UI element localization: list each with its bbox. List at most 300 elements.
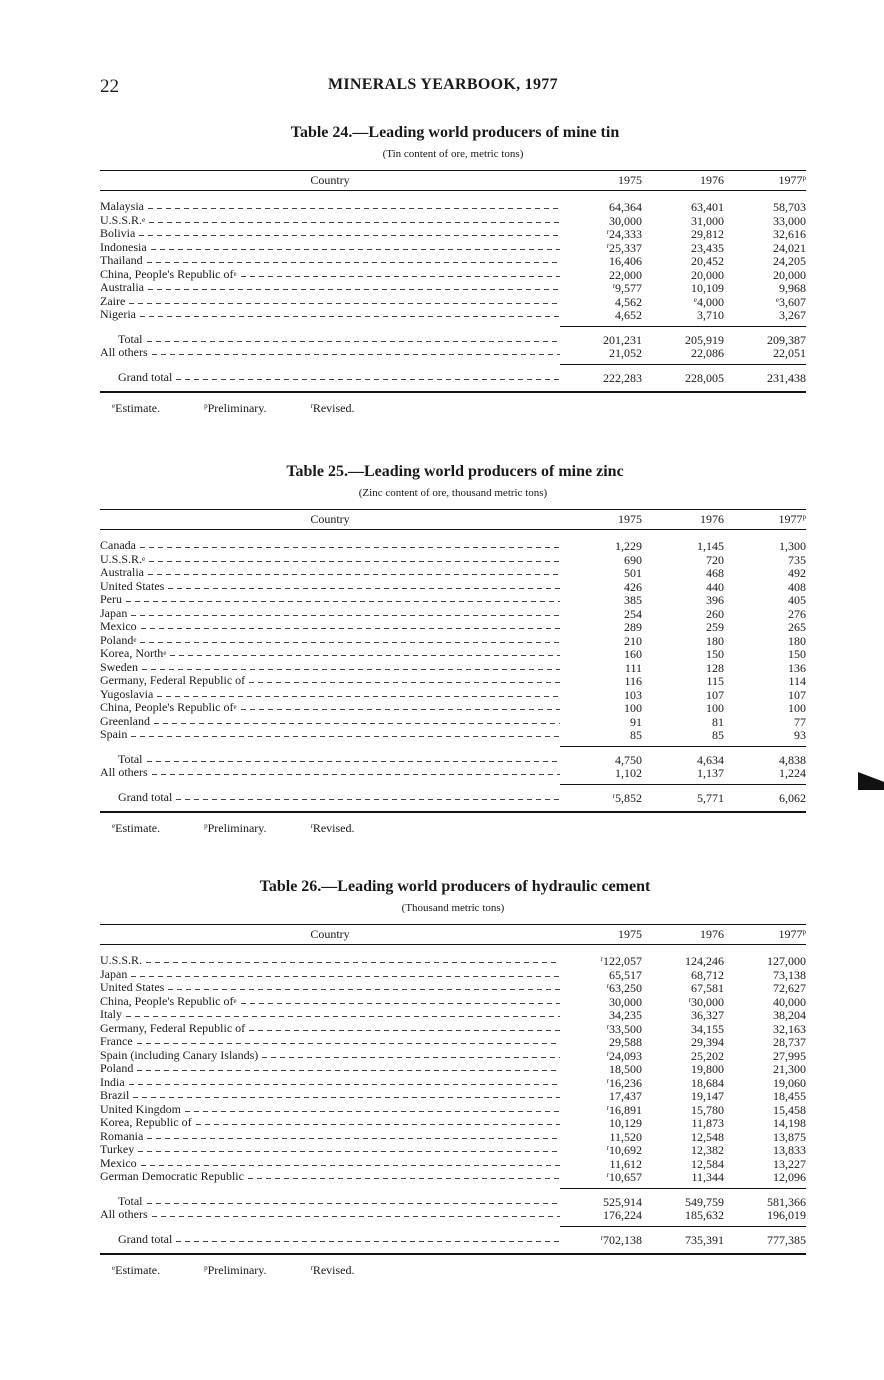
value-text: 21,052	[609, 346, 642, 360]
footnote-mark: r	[606, 1022, 609, 1031]
table-row	[100, 688, 806, 702]
table-row	[100, 715, 806, 729]
value-text: 501	[624, 566, 642, 580]
dot-leader	[140, 642, 560, 643]
value-cell	[724, 1232, 806, 1248]
country-name: Germany, Federal Republic of	[100, 1021, 246, 1035]
country-cell	[100, 674, 560, 688]
dot-leader	[129, 1084, 560, 1085]
country-name: Australia	[100, 281, 144, 294]
footnote-mark: r	[606, 228, 609, 236]
footnote-text: Revised.	[312, 401, 355, 415]
country-cell	[100, 728, 560, 742]
country-cell	[100, 200, 560, 214]
country-cell	[100, 227, 560, 241]
country-cell	[100, 1143, 560, 1157]
dot-leader	[168, 588, 560, 589]
country-cell	[100, 715, 560, 729]
dot-leader	[176, 379, 560, 380]
value-text: 30,000	[691, 994, 724, 1009]
value-cell	[642, 307, 724, 323]
value-text: 13,833	[773, 1143, 806, 1157]
table-row	[100, 553, 806, 567]
value-text: 9,968	[779, 281, 806, 295]
dot-leader	[149, 222, 560, 223]
footnote-item	[112, 821, 182, 835]
footnote-mark: r	[606, 1144, 609, 1152]
country-name: Germany, Federal Republic of	[100, 674, 246, 687]
value-text: 21,300	[773, 1062, 806, 1076]
country-cell	[100, 1233, 560, 1247]
dot-leader	[152, 354, 560, 355]
country-cell	[100, 1022, 560, 1036]
value-text: 11,612	[609, 1156, 642, 1171]
country-name: U.S.S.R.	[100, 552, 143, 566]
footnote-mark: r	[612, 791, 615, 800]
header-country: Country	[310, 927, 350, 941]
table-25	[100, 463, 806, 836]
rule-line	[560, 1188, 806, 1189]
grand-total-row	[100, 371, 806, 385]
value-cell	[724, 765, 806, 781]
value-cell	[724, 727, 806, 743]
dot-leader	[141, 1165, 560, 1166]
value-cell	[642, 1232, 724, 1248]
country-name: China, People's Republic of	[100, 267, 234, 281]
table-bottom-rule	[100, 811, 806, 813]
header-1977	[724, 927, 806, 942]
country-name: Japan	[100, 606, 128, 620]
value-text: 205,919	[685, 332, 724, 347]
country-cell	[100, 791, 560, 805]
country-cell	[100, 1076, 560, 1090]
footnote-mark: p	[204, 1264, 208, 1272]
total-row	[100, 333, 806, 347]
value-text: 259	[706, 620, 724, 634]
country-name: Zaire	[100, 294, 126, 308]
dot-leader	[140, 547, 560, 548]
table-header-row	[100, 171, 806, 190]
dot-leader	[131, 736, 560, 737]
value-text: 33,000	[773, 213, 806, 228]
table-footnotes	[112, 401, 806, 416]
value-text: 289	[624, 620, 642, 634]
footnote-mark: r	[606, 1103, 609, 1112]
others-row	[100, 1208, 806, 1222]
country-cell	[100, 1049, 560, 1063]
value-cell	[560, 1169, 642, 1185]
table-title: Table 24.—Leading world producers of mine tin	[290, 124, 620, 141]
table-title: Table 26.—Leading world producers of hydraulic cement	[259, 878, 651, 895]
value-text: 468	[706, 566, 724, 580]
table-row	[100, 1062, 806, 1076]
table-row	[100, 580, 806, 594]
dot-leader	[185, 1111, 560, 1112]
footnote-mark: r	[310, 402, 313, 410]
value-text: 11,520	[609, 1129, 642, 1144]
value-text: 38,204	[773, 1008, 806, 1022]
value-text: 114	[788, 674, 806, 688]
table-row	[100, 674, 806, 688]
table-row	[100, 1008, 806, 1022]
value-text: 276	[788, 606, 806, 621]
footnote-text: Preliminary.	[207, 401, 267, 415]
country-cell	[100, 553, 560, 567]
value-text: 24,093	[609, 1048, 642, 1063]
rule-gap	[100, 784, 560, 785]
value-text: 3,267	[779, 308, 806, 322]
grand-total-rule	[100, 364, 806, 365]
value-text: 85	[712, 728, 724, 742]
header-country: Country	[310, 173, 350, 187]
value-text: 122,057	[603, 954, 642, 968]
table-row	[100, 1116, 806, 1130]
dot-leader	[249, 682, 560, 683]
value-cell	[724, 370, 806, 386]
value-text: 77	[794, 714, 806, 729]
rule-gap	[100, 746, 560, 747]
value-text: 30,000	[609, 994, 642, 1009]
dot-leader	[176, 1241, 560, 1242]
value-text: 85	[630, 728, 642, 742]
dot-leader	[141, 628, 560, 629]
total-row	[100, 1195, 806, 1209]
country-name: Yugoslavia	[100, 687, 154, 701]
dot-leader	[176, 799, 560, 800]
table-row	[100, 1089, 806, 1103]
value-text: 265	[788, 620, 806, 634]
country-name: Canada	[100, 539, 136, 552]
value-text: 64,364	[609, 200, 642, 214]
value-text: 107	[788, 687, 806, 702]
dot-leader	[137, 1070, 560, 1071]
value-text: 1,229	[615, 539, 642, 553]
dot-leader	[147, 761, 561, 762]
country-name: Turkey	[100, 1143, 135, 1156]
table-row	[100, 981, 806, 995]
value-text: 702,138	[603, 1232, 642, 1247]
country-cell	[100, 1157, 560, 1171]
dot-leader	[152, 1216, 560, 1217]
page-edge-mark	[858, 772, 884, 790]
page-number: 22	[100, 76, 119, 97]
header-1975: 1975	[618, 512, 642, 526]
value-cell	[560, 727, 642, 743]
rule-gap	[100, 364, 560, 365]
table-row	[100, 200, 806, 214]
dot-leader	[126, 601, 560, 602]
value-text: 116	[624, 674, 642, 688]
country-cell	[100, 333, 560, 347]
rule-line	[560, 326, 806, 327]
dot-leader	[196, 1124, 560, 1125]
value-cell	[724, 345, 806, 361]
rule-line	[560, 784, 806, 785]
header-1977-text: 1977	[778, 927, 803, 941]
grand-total-rule	[100, 1226, 806, 1227]
dot-leader	[249, 1030, 560, 1031]
dot-leader	[131, 615, 560, 616]
country-cell	[100, 254, 560, 268]
dot-leader	[170, 655, 560, 656]
value-text: 40,000	[773, 994, 806, 1009]
value-cell	[724, 790, 806, 806]
table-row	[100, 1022, 806, 1036]
footnote-mark: e	[142, 554, 146, 563]
value-text: 33,500	[609, 1021, 642, 1036]
country-cell	[100, 371, 560, 385]
value-text: 29,588	[609, 1035, 642, 1049]
value-text: 15,780	[691, 1102, 724, 1117]
value-text: 209,387	[767, 332, 806, 347]
dot-leader	[138, 1151, 560, 1152]
country-name: France	[100, 1035, 133, 1048]
footnote-mark: r	[606, 982, 609, 990]
dot-leader	[147, 1138, 560, 1139]
footnote-item	[204, 1263, 288, 1277]
country-cell	[100, 1035, 560, 1049]
dot-leader	[147, 1203, 561, 1204]
value-text: 24,205	[773, 254, 806, 268]
rule-line	[560, 746, 806, 747]
value-text: 426	[624, 579, 642, 594]
rule-line	[560, 1226, 806, 1227]
value-cell	[724, 307, 806, 323]
table-row	[100, 968, 806, 982]
value-text: 210	[624, 633, 642, 648]
value-text: 107	[706, 687, 724, 702]
value-cell	[642, 370, 724, 386]
value-text: 19,800	[691, 1062, 724, 1076]
footnote-item	[112, 1263, 182, 1277]
country-cell	[100, 634, 560, 648]
dot-leader	[139, 235, 560, 236]
footnote-item	[204, 401, 288, 415]
value-text: 405	[788, 593, 806, 607]
table-row	[100, 728, 806, 742]
value-text: 15,458	[773, 1102, 806, 1117]
country-name: Japan	[100, 967, 128, 981]
table-subtitle: (Thousand metric tons)	[401, 902, 505, 914]
table-row	[100, 1035, 806, 1049]
value-text: 67,581	[691, 981, 724, 995]
footnote-mark: e	[163, 649, 167, 657]
footnote-mark: r	[606, 1171, 609, 1179]
value-text: 127,000	[767, 954, 806, 968]
country-name: Spain (including Canary Islands)	[100, 1048, 259, 1062]
country-name: United States	[100, 981, 165, 994]
table-26	[100, 878, 806, 1278]
country-name: U.S.S.R.	[100, 954, 143, 967]
value-text: 735,391	[685, 1232, 724, 1247]
value-text: 12,382	[691, 1143, 724, 1157]
table-row	[100, 241, 806, 255]
country-cell	[100, 1195, 560, 1209]
table-bottom-rule	[100, 1253, 806, 1255]
value-cell	[560, 307, 642, 323]
value-text: 100	[788, 701, 806, 715]
value-text: 10,692	[609, 1143, 642, 1157]
country-name: United States	[100, 579, 165, 593]
footnote-mark: p	[204, 822, 208, 830]
value-text: 408	[788, 579, 806, 594]
country-cell	[100, 968, 560, 982]
country-name: All others	[100, 1208, 148, 1221]
country-name: German Democratic Republic	[100, 1170, 244, 1183]
country-name: Korea, Republic of	[100, 1116, 192, 1129]
table-header-row	[100, 510, 806, 529]
country-name: Grand total	[118, 370, 173, 384]
rule-line	[560, 364, 806, 365]
value-text: 20,452	[691, 254, 724, 268]
value-text: 525,914	[603, 1194, 642, 1209]
footnote-mark: e	[112, 1264, 116, 1272]
value-text: 396	[706, 593, 724, 607]
footnote-mark: r	[688, 995, 691, 1004]
footnote-text: Revised.	[312, 1263, 355, 1277]
footnote-item	[310, 821, 376, 835]
value-text: 720	[706, 552, 724, 567]
footnote-text: Revised.	[312, 821, 355, 835]
footnote-text: Estimate.	[115, 401, 161, 415]
table-row	[100, 607, 806, 621]
value-cell	[560, 345, 642, 361]
value-text: 1,300	[779, 539, 806, 553]
footnote-mark: r	[606, 241, 609, 250]
value-text: 136	[788, 660, 806, 675]
country-cell	[100, 620, 560, 634]
table-row	[100, 634, 806, 648]
dot-leader	[148, 208, 560, 209]
country-cell	[100, 566, 560, 580]
value-text: 10,109	[691, 281, 724, 295]
value-text: 31,000	[691, 213, 724, 228]
value-cell	[642, 727, 724, 743]
dot-leader	[142, 669, 560, 670]
country-name: Brazil	[100, 1089, 130, 1102]
country-cell	[100, 688, 560, 702]
table-subtitle: (Tin content of ore, metric tons)	[382, 148, 524, 160]
value-text: 34,155	[691, 1021, 724, 1036]
value-text: 34,235	[609, 1008, 642, 1022]
value-text: 16,406	[609, 254, 642, 268]
table-row	[100, 539, 806, 553]
value-text: 24,333	[609, 227, 642, 241]
dot-leader	[148, 574, 560, 575]
value-text: 20,000	[773, 267, 806, 282]
value-text: 18,455	[773, 1089, 806, 1103]
value-text: 5,771	[697, 790, 724, 805]
value-text: 103	[624, 687, 642, 702]
value-text: 100	[624, 701, 642, 715]
footnote-mark: e	[775, 295, 779, 304]
value-text: 440	[706, 579, 724, 594]
value-cell	[724, 1169, 806, 1185]
subtotal-rule	[100, 326, 806, 327]
value-text: 22,051	[773, 346, 806, 360]
footnote-item	[310, 1263, 376, 1277]
rule-gap	[100, 1226, 560, 1227]
header-1977	[724, 173, 806, 188]
country-cell	[100, 1130, 560, 1144]
table-row	[100, 1130, 806, 1144]
country-name: Italy	[100, 1008, 122, 1021]
table-footnotes	[112, 821, 806, 836]
header-1975: 1975	[618, 927, 642, 941]
value-text: 63,401	[691, 200, 724, 214]
grand-total-row	[100, 1233, 806, 1247]
country-cell	[100, 701, 560, 715]
value-text: 180	[706, 633, 724, 648]
table-row	[100, 701, 806, 715]
dot-leader	[168, 989, 560, 990]
value-text: 260	[706, 606, 724, 621]
table-footnotes	[112, 1263, 806, 1278]
table-row	[100, 620, 806, 634]
country-cell	[100, 346, 560, 360]
country-cell	[100, 647, 560, 661]
value-text: 222,283	[603, 370, 642, 385]
value-text: 13,875	[773, 1129, 806, 1144]
footnote-mark: e	[142, 215, 146, 224]
footnote-mark: p	[802, 513, 806, 521]
header-1977-text: 1977	[778, 173, 803, 187]
value-text: 20,000	[691, 267, 724, 282]
value-text: 25,202	[691, 1048, 724, 1063]
table-row	[100, 268, 806, 282]
value-cell	[724, 1207, 806, 1223]
country-cell	[100, 593, 560, 607]
value-text: 4,634	[697, 752, 724, 767]
value-cell	[642, 1207, 724, 1223]
table-row	[100, 661, 806, 675]
country-cell	[100, 954, 560, 968]
value-text: 11,873	[691, 1116, 724, 1130]
country-cell	[100, 1116, 560, 1130]
country-cell	[100, 981, 560, 995]
country-cell	[100, 539, 560, 553]
country-name: Total	[118, 1194, 143, 1208]
dot-leader	[137, 1043, 560, 1044]
dot-leader	[262, 1057, 560, 1058]
value-text: 63,250	[609, 981, 642, 995]
subtotal-rule	[100, 746, 806, 747]
country-cell	[100, 1170, 560, 1184]
value-text: 16,891	[609, 1102, 642, 1117]
footnote-text: Preliminary.	[207, 821, 267, 835]
table-row	[100, 214, 806, 228]
value-text: 228,005	[685, 370, 724, 385]
dot-leader	[148, 289, 560, 290]
country-name: Mexico	[100, 1156, 137, 1170]
value-text: 777,385	[767, 1232, 806, 1247]
table-row	[100, 1157, 806, 1171]
table-row	[100, 1049, 806, 1063]
value-text: 91	[630, 714, 642, 729]
table-row	[100, 1076, 806, 1090]
value-text: 128	[706, 660, 724, 675]
table-row	[100, 227, 806, 241]
footnote-item	[112, 401, 182, 415]
value-text: 231,438	[767, 370, 806, 385]
footnote-mark: e	[233, 269, 237, 278]
country-cell	[100, 661, 560, 675]
dot-leader	[146, 962, 560, 963]
table-bottom-rule	[100, 391, 806, 393]
footnote-text: Estimate.	[115, 821, 161, 835]
header-1976: 1976	[700, 173, 724, 187]
value-text: 4,562	[615, 294, 642, 309]
